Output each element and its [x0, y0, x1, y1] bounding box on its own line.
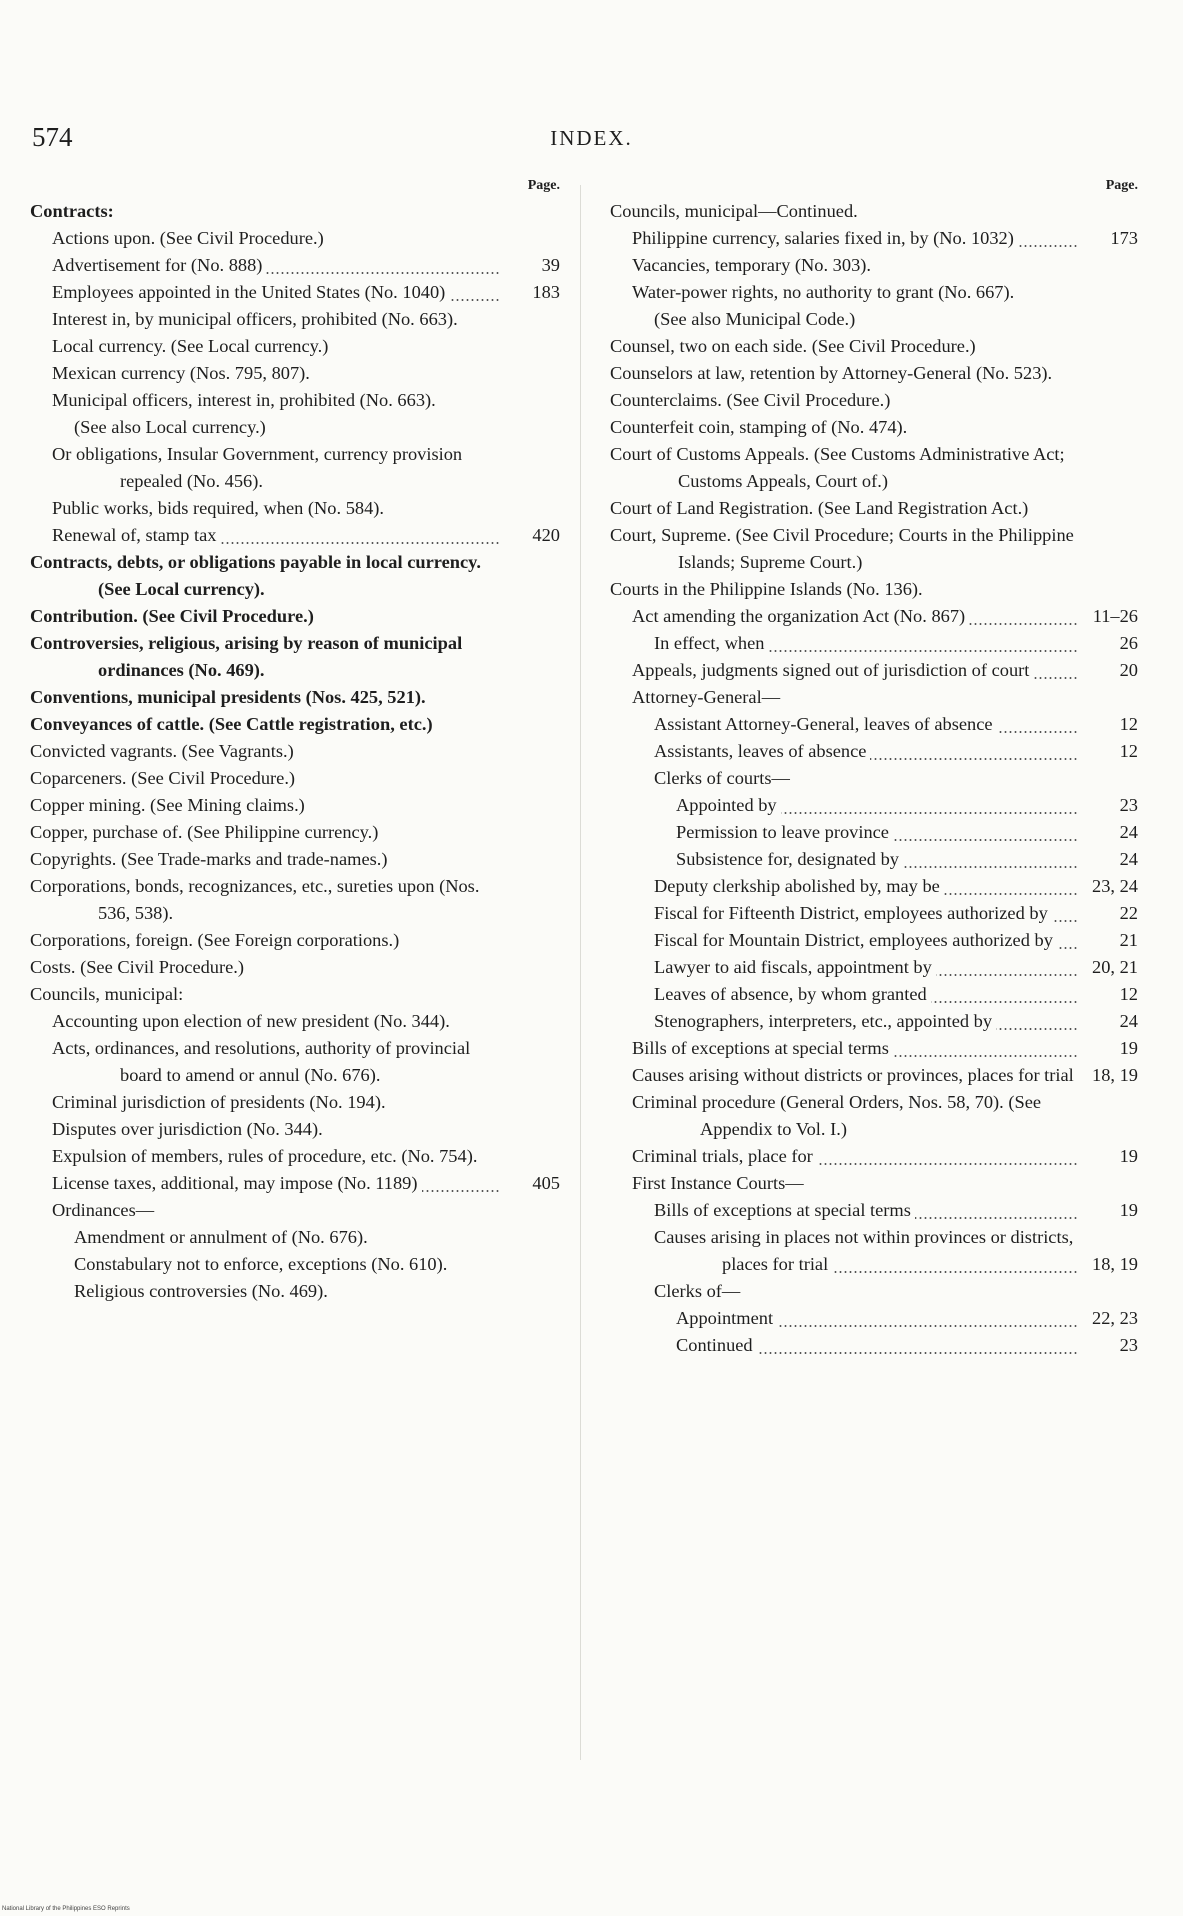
index-entry [610, 306, 1138, 333]
index-entry-text: Accounting upon election of new president (No. 344). [52, 1011, 450, 1031]
index-entry-page: 26 [1119, 633, 1138, 653]
column-divider [580, 185, 581, 1760]
index-entry-text: Acts, ordinances, and resolutions, authority of provincial board to amend or annul (No. 676). [52, 1038, 471, 1085]
index-entry [610, 279, 1138, 306]
index-entry-page: 183 [532, 282, 560, 302]
index-entry [610, 1332, 1138, 1359]
index-entry [610, 792, 1138, 819]
index-entry-page: 24 [1119, 822, 1138, 842]
index-entry [30, 495, 560, 522]
index-entry [30, 765, 560, 792]
index-entry-page: 23 [1119, 1335, 1138, 1355]
index-entry [30, 954, 560, 981]
index-entry [610, 603, 1138, 630]
index-entry-page: 18, 19 [1092, 1065, 1138, 1085]
index-entry-page: 12 [1119, 984, 1138, 1004]
index-entry [610, 657, 1138, 684]
index-entry [610, 819, 1138, 846]
index-entry-text: Amendment or annulment of (No. 676). [74, 1227, 368, 1247]
index-entry-text: In effect, when [654, 633, 768, 653]
index-entry [610, 225, 1138, 252]
index-entry [30, 684, 560, 711]
index-entry-text: Appointment [676, 1308, 777, 1328]
index-entry-text: Assistant Attorney-General, leaves of absence [654, 714, 997, 734]
index-entry-text: Philippine currency, salaries fixed in, by (No. 1032) [632, 228, 1018, 248]
index-entry-text: Continued [676, 1335, 757, 1355]
index-entry-text: Attorney-General— [632, 687, 781, 707]
index-entry [30, 630, 560, 684]
index-entry [610, 333, 1138, 360]
index-entry-text: First Instance Courts— [632, 1173, 804, 1193]
index-entry-text: Fiscal for Fifteenth District, employees authorized by [654, 903, 1052, 923]
index-entry-text: Act amending the organization Act (No. 867) [632, 606, 969, 626]
index-entry-page: 20 [1119, 660, 1138, 680]
index-entry-text: Counselors at law, retention by Attorney-General (No. 523). [610, 363, 1053, 383]
index-entry [610, 1035, 1138, 1062]
index-entry-text: Clerks of— [654, 1281, 741, 1301]
index-entry-text: Councils, municipal—Continued. [610, 201, 858, 221]
index-entry-page: 22, 23 [1092, 1308, 1138, 1328]
index-entry-text: Water-power rights, no authority to grant (No. 667). [632, 282, 1015, 302]
page-column-label: Page. [1105, 178, 1138, 193]
index-entry-text: Municipal officers, interest in, prohibited (No. 663). [52, 390, 436, 410]
index-entry-text: Bills of exceptions at special terms [654, 1200, 915, 1220]
index-entry-text: Contribution. (See Civil Procedure.) [30, 606, 314, 626]
index-entry [30, 1224, 560, 1251]
index-entry-text: Copyrights. (See Trade-marks and trade-names.) [30, 849, 388, 869]
index-entry [610, 522, 1138, 576]
index-entry [30, 252, 560, 279]
index-entry-text: Permission to leave province [676, 822, 893, 842]
index-entry [610, 576, 1138, 603]
index-entry [610, 1224, 1138, 1278]
index-entry [610, 846, 1138, 873]
index-entry-text: Ordinances— [52, 1200, 155, 1220]
index-entry [610, 981, 1138, 1008]
index-entry [30, 333, 560, 360]
index-entry-page: 23 [1119, 795, 1138, 815]
index-entry-text: Criminal jurisdiction of presidents (No. 194). [52, 1092, 386, 1112]
index-entry [610, 630, 1138, 657]
index-entry [30, 306, 560, 333]
index-entry-text: Corporations, foreign. (See Foreign corporations.) [30, 930, 400, 950]
index-entry [30, 1035, 560, 1089]
index-entry [610, 360, 1138, 387]
index-entry-text: Lawyer to aid fiscals, appointment by [654, 957, 936, 977]
index-entry-text: Appeals, judgments signed out of jurisdiction of court [632, 660, 1033, 680]
index-entry-text: Renewal of, stamp tax [52, 525, 220, 545]
index-entry-text: Assistants, leaves of absence [654, 741, 870, 761]
index-entry [30, 1197, 560, 1224]
index-entry-page: 24 [1119, 849, 1138, 869]
right-column [610, 178, 1138, 1359]
index-entry-text: Appointed by [676, 795, 781, 815]
index-entry [30, 981, 560, 1008]
index-entry-text: Leaves of absence, by whom granted [654, 984, 931, 1004]
index-entry [610, 387, 1138, 414]
index-entry [610, 1143, 1138, 1170]
index-entry [610, 873, 1138, 900]
index-entry-text: Conveyances of cattle. (See Cattle registration, etc.) [30, 714, 433, 734]
index-entry [610, 900, 1138, 927]
index-entry [610, 1278, 1138, 1305]
index-entry-text: Councils, municipal: [30, 984, 184, 1004]
index-entry-text: Court of Land Registration. (See Land Registration Act.) [610, 498, 1029, 518]
index-entry-text: Stenographers, interpreters, etc., appointed by [654, 1011, 996, 1031]
index-entry-text: Employees appointed in the United States (No. 1040) [52, 282, 449, 302]
index-entry [30, 387, 560, 414]
index-entry-text: Causes arising in places not within provinces or districts, places for trial [654, 1227, 1074, 1274]
index-entry-text: Public works, bids required, when (No. 584). [52, 498, 385, 518]
index-entry [610, 711, 1138, 738]
index-entry-page: 23, 24 [1092, 876, 1138, 896]
index-entry [30, 927, 560, 954]
index-entry-text: (See also Local currency.) [74, 417, 266, 437]
index-entry-text: Corporations, bonds, recognizances, etc., sureties upon (Nos. 536, 538). [30, 876, 480, 923]
index-entry [30, 225, 560, 252]
index-entry [30, 1170, 560, 1197]
index-entry-text: Clerks of courts— [654, 768, 790, 788]
index-entry-text: Contracts, debts, or obligations payable in local currency. (See Local currency). [30, 552, 481, 599]
index-entry [610, 738, 1138, 765]
index-entry-page: 21 [1119, 930, 1138, 950]
page-number: 574 [32, 122, 73, 152]
index-entry [30, 1251, 560, 1278]
index-entry-text: Causes arising without districts or provinces, places for trial [632, 1065, 1078, 1085]
index-entry [30, 1143, 560, 1170]
index-entry [610, 198, 1138, 225]
index-entry [30, 360, 560, 387]
index-entry [610, 441, 1138, 495]
index-entry-page: 19 [1119, 1146, 1138, 1166]
index-entry-text: Bills of exceptions at special terms [632, 1038, 893, 1058]
left-entries [30, 178, 560, 1305]
index-entry-text: Deputy clerkship abolished by, may be [654, 876, 944, 896]
index-entry [610, 1197, 1138, 1224]
index-entry [30, 819, 560, 846]
index-entry-text: Court, Supreme. (See Civil Procedure; Courts in the Philippine Islands; Supreme Court.) [610, 525, 1074, 572]
index-entry-text: Copper, purchase of. (See Philippine currency.) [30, 822, 379, 842]
page-header [0, 118, 1183, 158]
index-entry-text: Subsistence for, designated by [676, 849, 903, 869]
index-entry-text: Mexican currency (Nos. 795, 807). [52, 363, 310, 383]
index-entry [30, 198, 560, 225]
index-entry [30, 603, 560, 630]
index-entry-page: 12 [1119, 741, 1138, 761]
index-entry-text: Constabulary not to enforce, exceptions (No. 610). [74, 1254, 448, 1274]
index-entry [30, 522, 560, 549]
index-entry-text: Convicted vagrants. (See Vagrants.) [30, 741, 294, 761]
index-entry-text: Conventions, municipal presidents (Nos. 425, 521). [30, 687, 426, 707]
index-entry-text: Criminal procedure (General Orders, Nos. 58, 70). (See Appendix to Vol. I.) [632, 1092, 1042, 1139]
index-entry [610, 1305, 1138, 1332]
index-entry-text: Costs. (See Civil Procedure.) [30, 957, 245, 977]
index-entry [30, 738, 560, 765]
index-entry-text: Local currency. (See Local currency.) [52, 336, 329, 356]
index-entry [610, 1008, 1138, 1035]
index-entry-text: Counsel, two on each side. (See Civil Procedure.) [610, 336, 976, 356]
left-column [30, 178, 560, 1305]
index-entry [30, 414, 560, 441]
index-entry-text: Actions upon. (See Civil Procedure.) [52, 228, 324, 248]
index-entry-text: Copper mining. (See Mining claims.) [30, 795, 305, 815]
index-entry-text: Courts in the Philippine Islands (No. 136). [610, 579, 923, 599]
index-entry [610, 954, 1138, 981]
index-entry-text: Coparceners. (See Civil Procedure.) [30, 768, 296, 788]
footer-imprint: National Library of the Philippines ESO Reprints [2, 1906, 130, 1912]
running-head: INDEX. [550, 126, 633, 150]
index-entry [610, 765, 1138, 792]
index-entry [610, 1062, 1138, 1089]
index-entry [30, 441, 560, 495]
index-entry-text: Religious controversies (No. 469). [74, 1281, 328, 1301]
index-entry [610, 495, 1138, 522]
index-entry [30, 846, 560, 873]
index-entry [30, 711, 560, 738]
index-entry-text: Controversies, religious, arising by reason of municipal ordinances (No. 469). [30, 633, 463, 680]
index-entry-page: 173 [1110, 228, 1138, 248]
index-entry-text: Advertisement for (No. 888) [52, 255, 266, 275]
index-entry [610, 414, 1138, 441]
page-column-label: Page. [527, 178, 560, 193]
index-entry-text: Disputes over jurisdiction (No. 344). [52, 1119, 323, 1139]
index-entry [610, 252, 1138, 279]
right-entries [610, 178, 1138, 1359]
index-entry-text: Fiscal for Mountain District, employees authorized by [654, 930, 1057, 950]
index-entry-text: Or obligations, Insular Government, currency provision repealed (No. 456). [52, 444, 463, 491]
index-entry-text: Criminal trials, place for [632, 1146, 817, 1166]
index-entry [30, 792, 560, 819]
index-entry-page: 22 [1119, 903, 1138, 923]
index-entry-page: 24 [1119, 1011, 1138, 1031]
index-entry-text: Contracts: [30, 201, 114, 221]
index-entry-text: Vacancies, temporary (No. 303). [632, 255, 871, 275]
index-entry-text: Expulsion of members, rules of procedure, etc. (No. 754). [52, 1146, 478, 1166]
index-entry [30, 279, 560, 306]
index-entry-page: 420 [532, 525, 560, 545]
index-entry [30, 873, 560, 927]
index-entry [610, 1089, 1138, 1143]
index-entry [30, 1278, 560, 1305]
index-entry [610, 1170, 1138, 1197]
index-entry [30, 1116, 560, 1143]
index-entry-text: Counterclaims. (See Civil Procedure.) [610, 390, 891, 410]
index-entry-page: 19 [1119, 1038, 1138, 1058]
index-entry-page: 11–26 [1092, 606, 1138, 626]
index-entry-text: Counterfeit coin, stamping of (No. 474). [610, 417, 908, 437]
index-entry [30, 549, 560, 603]
index-entry-page: 18, 19 [1092, 1254, 1138, 1274]
index-entry-page: 12 [1119, 714, 1138, 734]
index-entry [610, 927, 1138, 954]
index-entry [30, 1008, 560, 1035]
index-entry-page: 19 [1119, 1200, 1138, 1220]
index-entry-text: Interest in, by municipal officers, prohibited (No. 663). [52, 309, 458, 329]
index-entry-page: 20, 21 [1092, 957, 1138, 977]
index-entry-text: License taxes, additional, may impose (No. 1189) [52, 1173, 422, 1193]
index-entry [610, 684, 1138, 711]
index-entry-page: 39 [541, 255, 560, 275]
index-entry-page: 405 [532, 1173, 560, 1193]
index-entry-text: (See also Municipal Code.) [654, 309, 856, 329]
index-entry [30, 1089, 560, 1116]
index-entry-text: Court of Customs Appeals. (See Customs Administrative Act; Customs Appeals, Court of.) [610, 444, 1065, 491]
